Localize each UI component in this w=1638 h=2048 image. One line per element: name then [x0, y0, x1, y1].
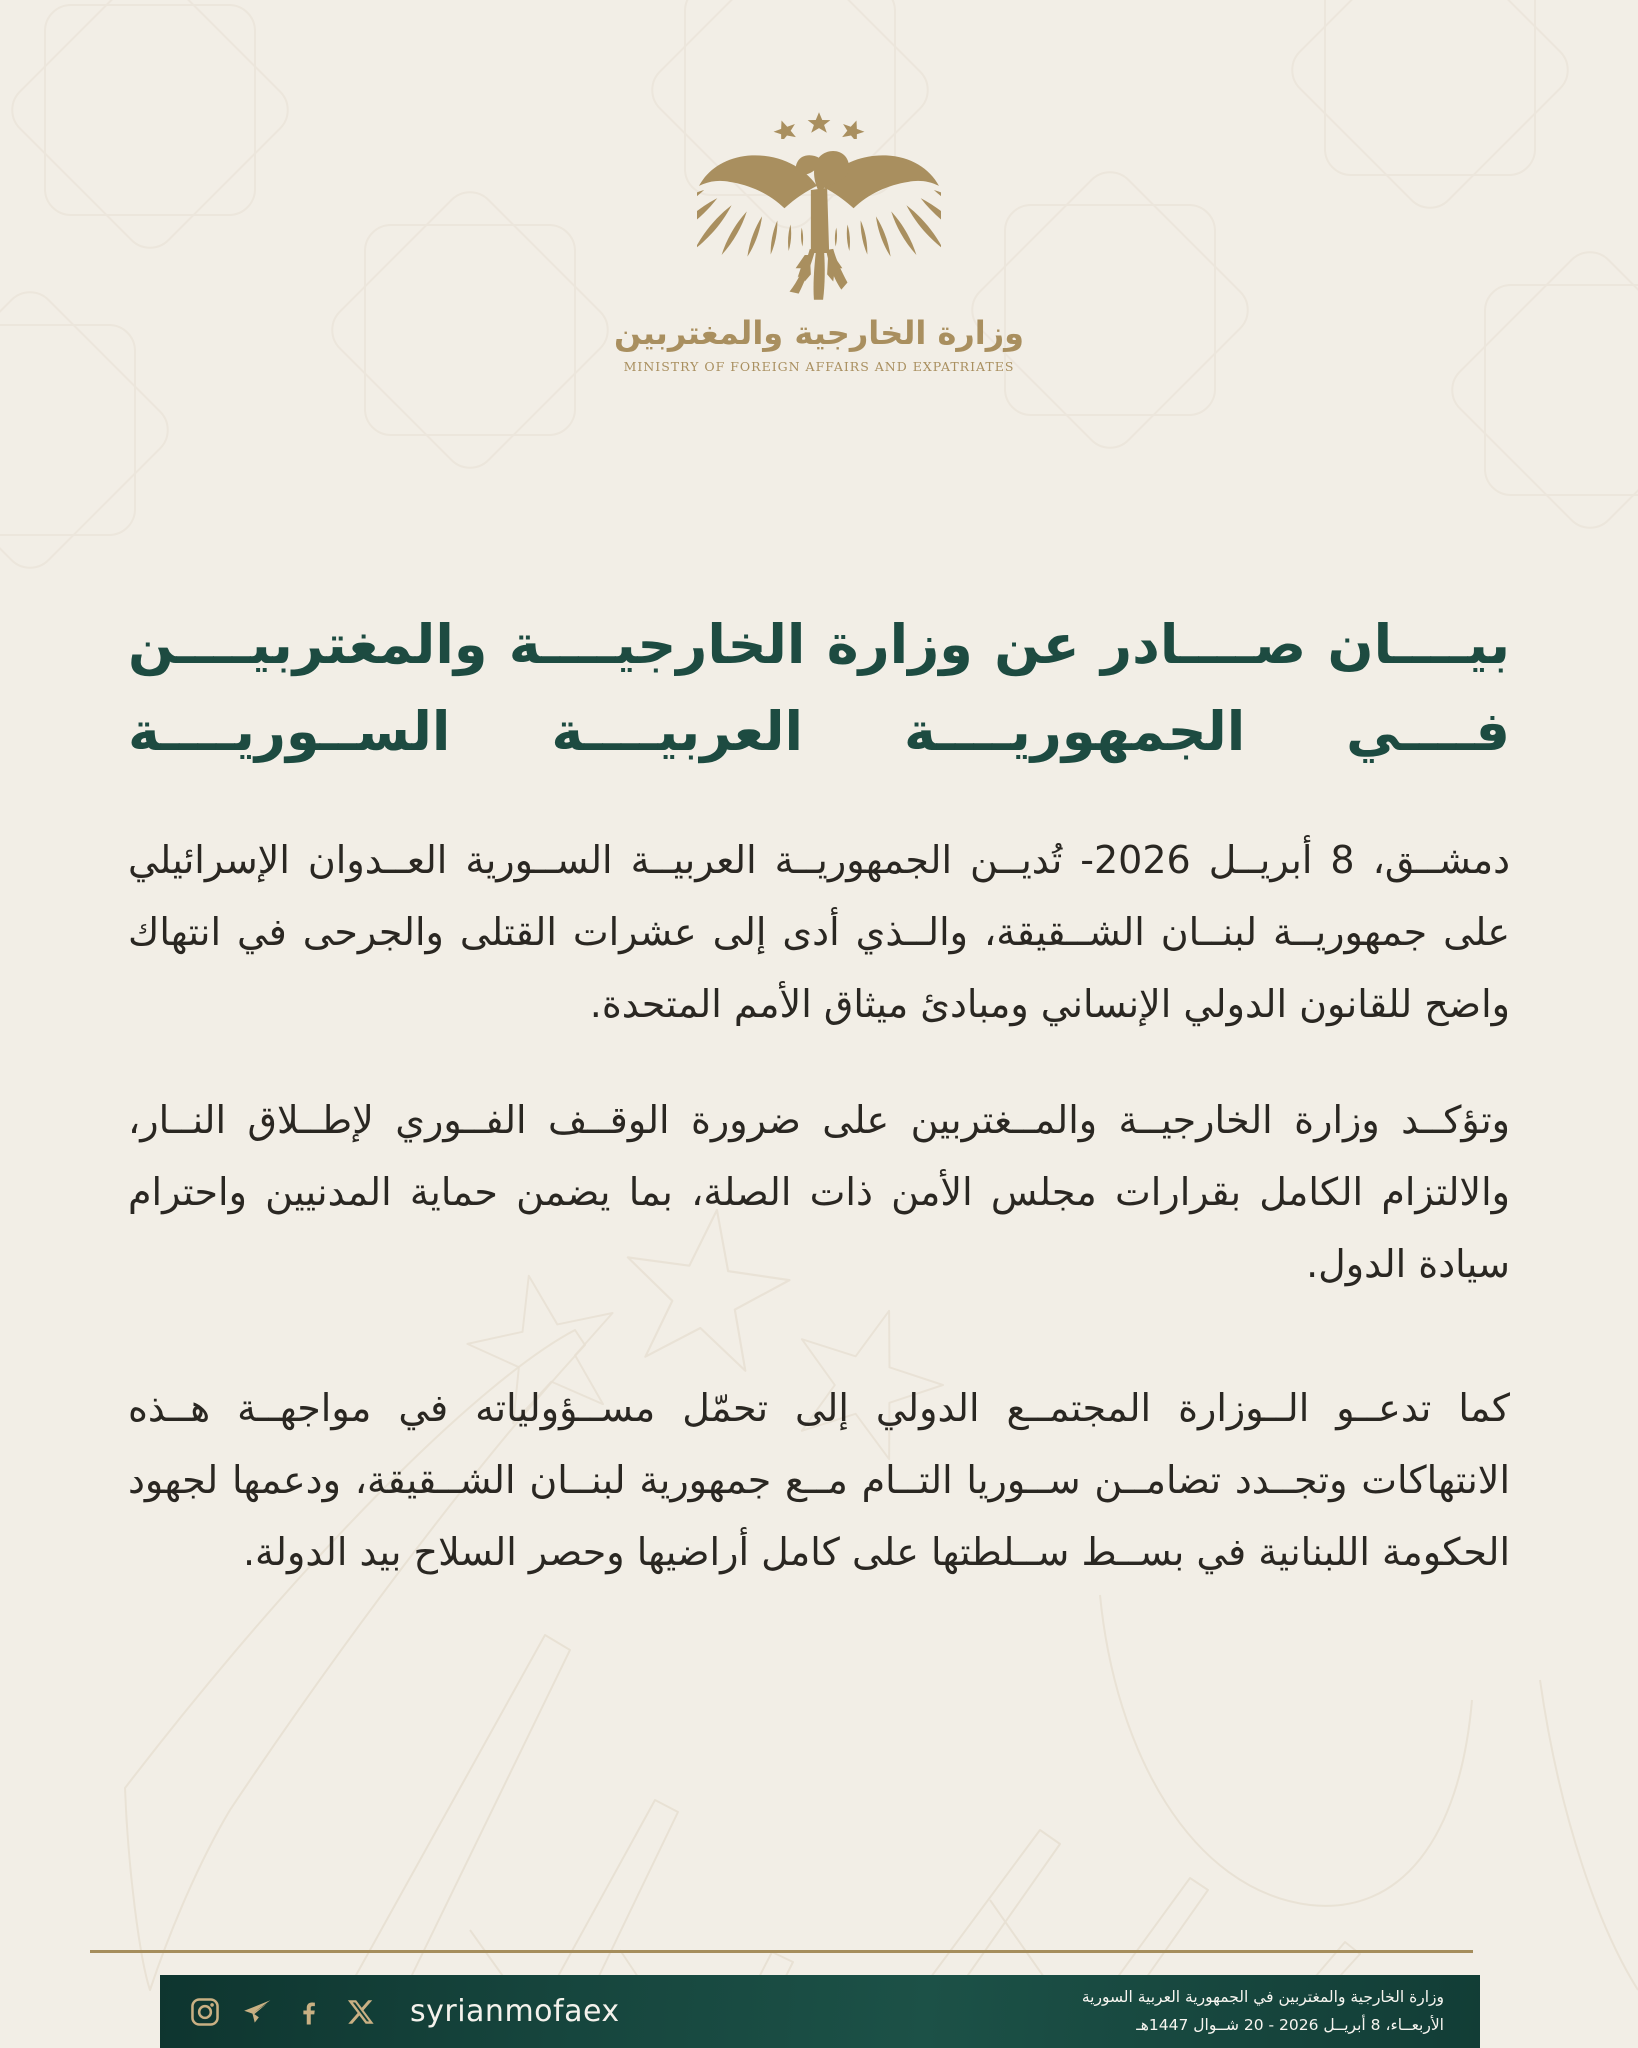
- paragraph-3: كما تدعــو الــوزارة المجتمــع الدولي إلى تحمّل مســؤولياته في مواجهــة هــذه الانتهاكات وتجــدد تضامــن ســوريا التــام مــع جمهورية لبنــان الشــقيقة، ودعمها لجهود الحكومة اللبنانية في بســط ســلطتها على كامل أراضيها وحصر السلاح بيد الدولة.: [128, 1386, 1510, 1574]
- social-handle: syrianmofaex: [410, 1994, 620, 2029]
- facebook-icon[interactable]: [292, 1995, 326, 2029]
- paragraph-1: دمشــق، 8 أبريــل 2026- تُديــن الجمهوريــة العربيــة الســورية العــدوان الإسرائيلي على جمهوريــة لبنــان الشــقيقة، والــذي أدى إلى عشرات القتلى والجرحى في انتهاك واضح للقانون الدولي الإنساني ومبادئ ميثاق الأمم المتحدة.: [128, 838, 1510, 1026]
- footer-social: [188, 1994, 620, 2029]
- title-line-1: بيــــان صــــادر عن وزارة الخارجيــــة والمغتربيــــن: [128, 613, 1510, 676]
- footer-date-line: الأربعــاء، 8 أبريــل 2026 - 20 شــوال 1447هـ: [1136, 2015, 1444, 2034]
- instagram-icon[interactable]: [188, 1995, 222, 2029]
- logo-caption-en: MINISTRY OF FOREIGN AFFAIRS AND EXPATRIATES: [623, 359, 1015, 374]
- statement-body: [128, 824, 1510, 1632]
- paragraph-2: وتؤكــد وزارة الخارجيــة والمــغتربين على ضرورة الوقــف الفــوري لإطــلاق النــار، والالتزام الكامل بقرارات مجلس الأمن ذات الصلة، بما يضمن حماية المدنيين واحترام سيادة الدول.: [128, 1098, 1510, 1286]
- gold-divider: [90, 1950, 1473, 1953]
- eagle-emblem-icon: [697, 141, 941, 304]
- telegram-icon[interactable]: [240, 1995, 274, 2029]
- ministry-logo: [0, 106, 1638, 374]
- footer-bar: [160, 1975, 1480, 2048]
- logo-calligraphy: وزارة الخارجية والمغتربين: [613, 314, 1025, 352]
- footer-info: [1082, 1984, 1444, 2040]
- footer-ministry-line: وزارة الخارجية والمغتربين في الجمهورية العربية السورية: [1081, 1987, 1444, 2006]
- statement-title: [128, 601, 1510, 775]
- x-icon[interactable]: [344, 1995, 378, 2029]
- title-line-2: فــــي الجمهوريــــة العربيــــة الســوريــــة: [128, 700, 1510, 763]
- three-stars-icon: [767, 106, 871, 139]
